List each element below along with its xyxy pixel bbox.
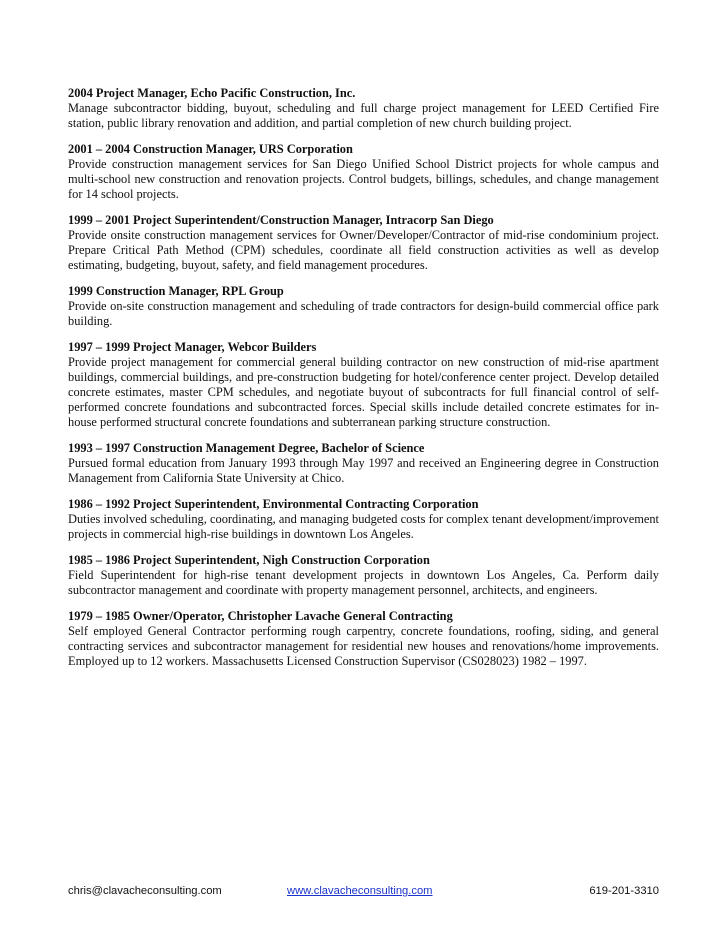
footer-website-link[interactable]: www.clavacheconsulting.com <box>287 885 433 897</box>
entry-title: 1985 – 1986 Project Superintendent, Nigh Construction Corporation <box>68 553 430 567</box>
entry-title: 2001 – 2004 Construction Manager, URS Corporation <box>68 142 353 156</box>
entry-description: Pursued formal education from January 1993 through May 1997 and received an Engineering degree in Construction Management from California State University at Chico. <box>68 456 659 485</box>
experience-entry-echo-pacific <box>68 86 659 131</box>
entry-title: 1993 – 1997 Construction Management Degree, Bachelor of Science <box>68 441 425 455</box>
entry-title: 1999 – 2001 Project Superintendent/Construction Manager, Intracorp San Diego <box>68 213 494 227</box>
entry-title: 2004 Project Manager, Echo Pacific Construction, Inc. <box>68 86 356 100</box>
entry-description: Manage subcontractor bidding, buyout, scheduling and full charge project management for LEED Certified Fire station, public library renovation and addition, and partial completion of new church building project. <box>68 101 659 130</box>
entry-title: 1997 – 1999 Project Manager, Webcor Builders <box>68 340 317 354</box>
footer-phone: 619-201-3310 <box>589 885 659 897</box>
entry-title: 1979 – 1985 Owner/Operator, Christopher Lavache General Contracting <box>68 609 453 623</box>
experience-entry-nigh <box>68 553 659 598</box>
entry-title: 1986 – 1992 Project Superintendent, Environmental Contracting Corporation <box>68 497 479 511</box>
entry-description: Provide on-site construction management and scheduling of trade contractors for design-build commercial office park building. <box>68 299 659 328</box>
experience-entry-intracorp <box>68 213 659 273</box>
experience-entry-webcor <box>68 340 659 430</box>
entry-description: Provide construction management services for San Diego Unified School District projects for whole campus and multi-school new construction and renovation projects. Control budgets, billings, schedules, and change management for 14 school projects. <box>68 157 659 201</box>
entry-description: Duties involved scheduling, coordinating, and managing budgeted costs for complex tenant development/improvement projects in commercial high-rise buildings in downtown Los Angeles. <box>68 512 659 541</box>
experience-entry-lavache <box>68 609 659 669</box>
footer-email: chris@clavacheconsulting.com <box>68 885 222 897</box>
experience-entry-rpl <box>68 284 659 329</box>
education-entry-degree <box>68 441 659 486</box>
experience-entry-environmental <box>68 497 659 542</box>
entry-description: Field Superintendent for high-rise tenant development projects in downtown Los Angeles, Ca. Perform daily subcontractor management and coordinate with property management personnel, architects, and engineers. <box>68 568 659 597</box>
page-footer <box>68 883 659 899</box>
experience-entry-urs <box>68 142 659 202</box>
entry-title: 1999 Construction Manager, RPL Group <box>68 284 284 298</box>
entry-description: Self employed General Contractor performing rough carpentry, concrete foundations, roofing, siding, and general contracting services and subcontractor management for residential new houses and renovations/home improvements. Employed up to 12 workers. Massachusetts Licensed Construction Supervisor (CS028023) 1982 – 1997. <box>68 624 659 668</box>
entry-description: Provide onsite construction management services for Owner/Developer/Contractor of mid-rise condominium project. Prepare Critical Path Method (CPM) schedules, coordinate all field construction activities as well as develop estimating, budgeting, buyout, safety, and field management procedures. <box>68 228 659 272</box>
resume-experience-section <box>68 86 659 680</box>
entry-description: Provide project management for commercial general building contractor on new construction of mid-rise apartment buildings, commercial buildings, and pre-construction budgeting for hotel/conference center project. Develop detailed concrete estimates, master CPM schedules, and negotiate buyout of subcontracts for full financial control of self-performed concrete foundations and subcontracted forces. Special skills include detailed concrete estimates for in-house performed structural concrete foundations and subterranean parking structure construction. <box>68 355 659 429</box>
